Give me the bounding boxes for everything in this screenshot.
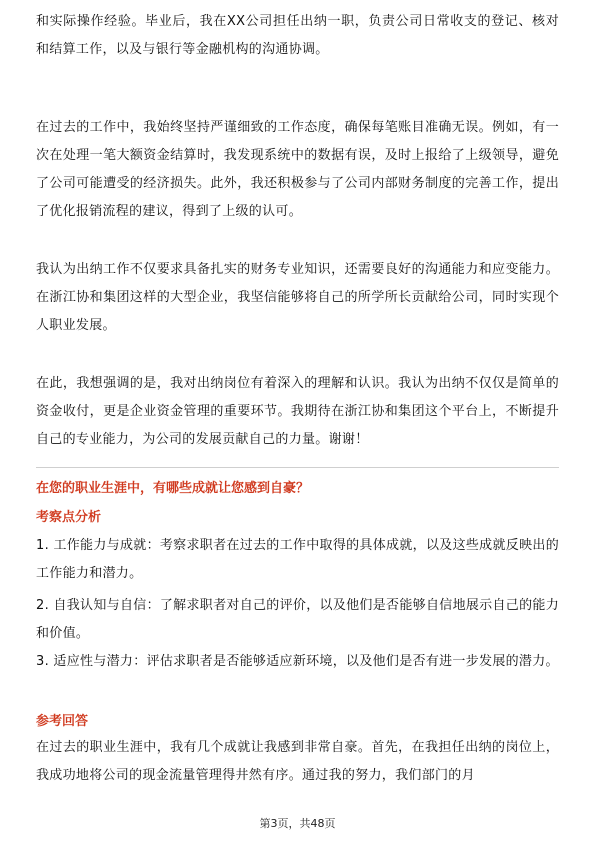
analysis-item-2: 2. 自我认知与自信：了解求职者对自己的评价，以及他们是否能够自信地展示自己的能力和价值。 xyxy=(36,598,559,641)
answer-heading: 参考回答 xyxy=(36,714,89,729)
page-number: 第3页，共48页 xyxy=(259,817,336,830)
question-title: 在您的职业生涯中，有哪些成就让您感到自豪？ xyxy=(36,481,310,496)
analysis-item-1: 1. 工作能力与成就：考察求职者在过去的工作中取得的具体成就，以及这些成就反映出的工作能力和潜力。 xyxy=(36,538,559,581)
intro-paragraph-1: 和实际操作经验。毕业后，我在XX公司担任出纳一职，负责公司日常收支的登记、核对和结算工作，以及与银行等金融机构的沟通协调。 xyxy=(36,14,559,57)
section-divider xyxy=(36,467,559,468)
intro-paragraph-2: 在过去的工作中，我始终坚持严谨细致的工作态度，确保每笔账目准确无误。例如，有一次在处理一笔大额资金结算时，我发现系统中的数据有误，及时上报给了上级领导，避免了公司可能遭受的经济损失。此外，我还积极参与了公司内部财务制度的完善工作，提出了优化报销流程的建议，得到了上级的认可。 xyxy=(36,120,559,219)
intro-paragraph-3: 我认为出纳工作不仅要求具备扎实的财务专业知识，还需要良好的沟通能力和应变能力。在浙江协和集团这样的大型企业，我坚信能够将自己的所学所长贡献给公司，同时实现个人职业发展。 xyxy=(36,262,559,333)
analysis-item-3: 3. 适应性与潜力：评估求职者是否能够适应新环境，以及他们是否有进一步发展的潜力。 xyxy=(36,654,559,669)
answer-paragraph: 在过去的职业生涯中，我有几个成就让我感到非常自豪。首先，在我担任出纳的岗位上，我成功地将公司的现金流量管理得井然有序。通过我的努力，我们部门的月 xyxy=(36,740,559,783)
intro-paragraph-4: 在此，我想强调的是，我对出纳岗位有着深入的理解和认识。我认为出纳不仅仅是简单的资金收付，更是企业资金管理的重要环节。我期待在浙江协和集团这个平台上，不断提升自己的专业能力，为公司的发展贡献自己的力量。谢谢！ xyxy=(36,376,559,447)
analysis-heading: 考察点分析 xyxy=(36,510,102,525)
